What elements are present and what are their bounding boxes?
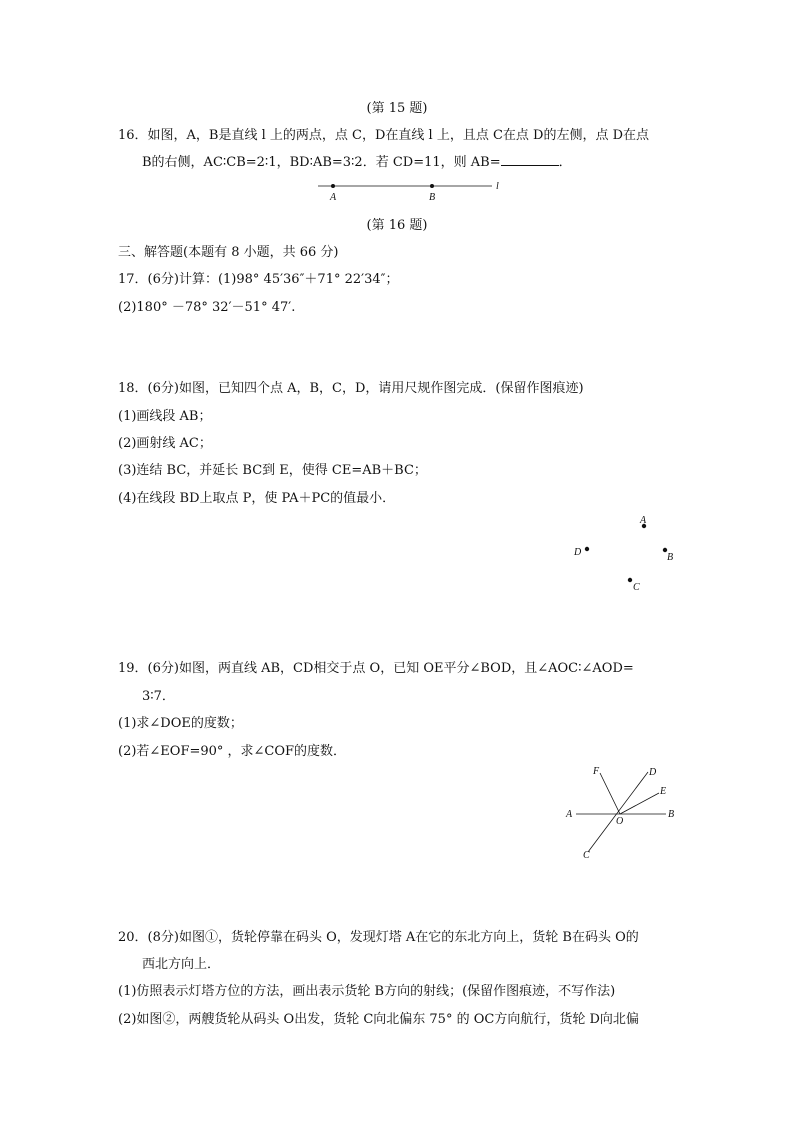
q20-part1: (1)仿照表示灯塔方位的方法，画出表示货轮 B方向的射线；(保留作图痕迹，不写作法) [118, 984, 616, 999]
q16-line2-text: B的右侧，AC∶CB=2∶1，BD∶AB=3∶2．若 CD=11，则 AB= [142, 155, 501, 170]
label-d: D [574, 547, 582, 558]
q16-line1: 16．如图，A，B是直线 l 上的两点，点 C，D在直线 l 上，且点 C在点 D的左侧，点 D在点 [118, 128, 650, 143]
line-cd [588, 772, 648, 852]
q16-line2 [142, 151, 572, 170]
q17-line2: (2)180° －78° 32′－51° 47′. [118, 300, 296, 315]
q20-line1: 20．(8分)如图①，货轮停靠在码头 O，发现灯塔 A在它的东北方向上，货轮 B在码头 O的 [118, 930, 639, 945]
q16-figure [310, 176, 510, 206]
label-a: A [640, 515, 647, 526]
label-c: C [583, 850, 590, 861]
label-e: E [660, 786, 667, 797]
label-a: A [330, 192, 337, 203]
q20-part2: (2)如图②，两艘货轮从码头 O出发，货轮 C向北偏东 75° 的 OC方向航行，货轮 D向北偏 [118, 1012, 639, 1027]
answer-blank [501, 153, 559, 166]
q19-figure [560, 760, 690, 864]
q18-part3: (3)连结 BC，并延长 BC到 E，使得 CE=AB＋BC； [118, 463, 427, 478]
ray-oe [620, 793, 659, 814]
q20-line2: 西北方向上． [142, 957, 221, 972]
q16-caption: (第 16 题) [366, 218, 428, 233]
label-b: B [429, 192, 436, 203]
q17-line1: 17．(6分)计算：(1)98° 45′36″＋71° 22′34″； [118, 272, 399, 287]
q19-part1: (1)求∠DOE的度数； [118, 716, 243, 731]
q18-part2: (2)画射线 AC； [118, 436, 212, 451]
label-d: D [649, 767, 657, 778]
label-o: O [616, 816, 624, 827]
q15-caption: (第 15 题) [366, 101, 428, 116]
label-b: B [668, 809, 675, 820]
q19-line1: 19．(6分)如图，两直线 AB，CD相交于点 O，已知 OE平分∠BOD，且∠AOC∶∠AOD= [118, 661, 634, 676]
section3-heading: 三、解答题(本题有 8 小题，共 66 分) [118, 245, 339, 260]
q18-part4: (4)在线段 BD上取点 P，使 PA＋PC的值最小． [118, 491, 396, 506]
label-f: F [593, 766, 600, 777]
point-b [430, 184, 434, 188]
q18-part1: (1)画线段 AB； [118, 409, 212, 424]
q19-line2: 3∶7． [142, 689, 175, 704]
label-l: l [496, 181, 499, 192]
point-c [628, 578, 632, 582]
label-c: C [633, 582, 640, 593]
label-b: B [667, 552, 674, 563]
q19-part2: (2)若∠EOF=90° ，求∠COF的度数． [118, 744, 347, 759]
point-a [331, 184, 335, 188]
point-d [585, 547, 589, 551]
q18-figure [560, 510, 690, 600]
label-a: A [566, 809, 573, 820]
q18-stem: 18．(6分)如图，已知四个点 A，B，C，D，请用尺规作图完成．(保留作图痕迹) [118, 381, 584, 396]
ray-of [600, 773, 620, 814]
q16-line2-end: ． [558, 155, 572, 170]
